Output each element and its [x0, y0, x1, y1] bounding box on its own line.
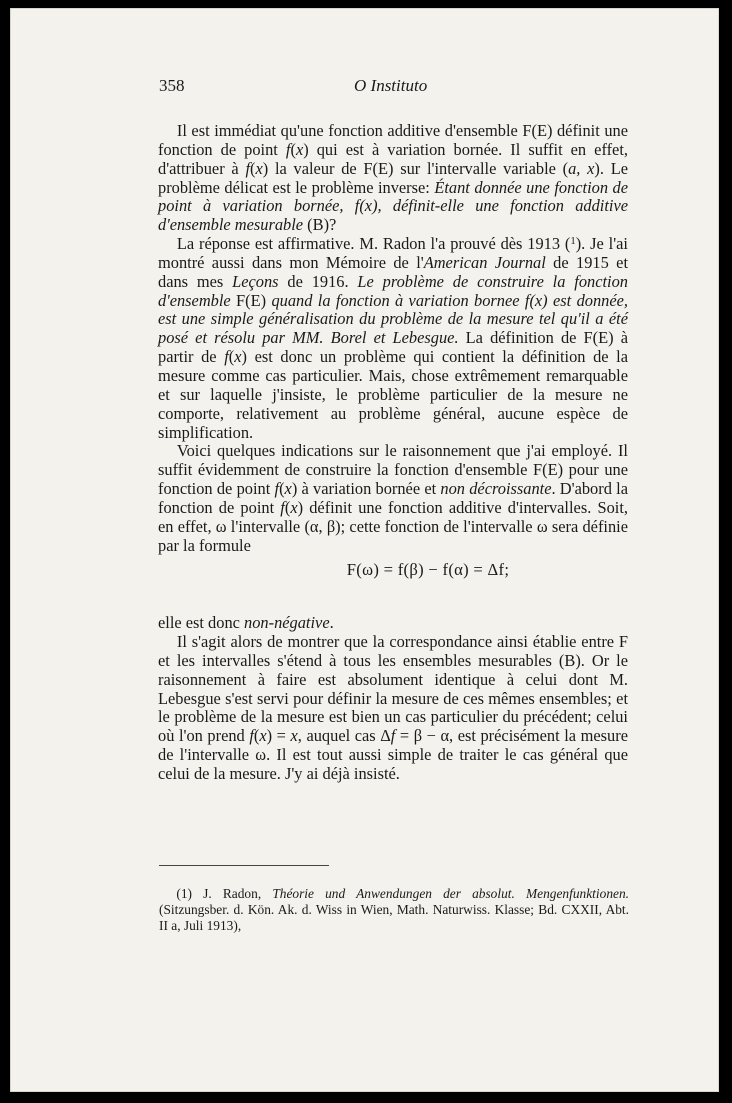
footnote-text: (1) J. Radon, Théorie und Anwendungen der absolut. Mengenfunktionen. (Sitzungsber. d. Kön. Ak. d. Wiss in Wien, Math. Naturwiss. Klasse; Bd. CXXII, Abt. II a, Juli 1913),	[159, 886, 630, 934]
footnote	[159, 886, 629, 935]
book-page	[10, 8, 719, 1092]
body-text	[158, 122, 628, 784]
page-number: 358	[159, 76, 185, 95]
running-title: O Instituto	[354, 76, 428, 95]
paragraph: La réponse est affirmative. M. Radon l'a prouvé dès 1913 ($^1$). Je l'ai montré aussi dans mon Mémoire de l'American Journal de 1915 et dans mes Leçons de 1916. Le problème de construire la fonction d'ensemble F(E) quand la fonction à variation bornee f(x) est donnée, est une simple généralisation du problème de la mesure tel qu'il a été posé et résolu par MM. Borel et Lebesgue. La définition de F(E) à partir de f(x) est donc un problème qui contient la définition de la mesure comme cas particulier. Mais, chose extrêmement remarquable et sur laquelle j'insiste, le problème particulier de la mesure ne comporte, relativement au problème général, aucune espèce de simplification.	[158, 234, 628, 442]
footnote-rule	[159, 865, 329, 866]
paragraph: Il est immédiat qu'une fonction additive d'ensemble F(E) définit une fonction de point f(x) qui est à variation bornée. Il suffit en effet, d'attribuer à f(x) la valeur de F(E) sur l'intervalle variable (a, x). Le problème délicat est le problème inverse: Étant donnée une fonction de point à variation bornée, f(x), définit-elle une fonction additive d'ensemble mesurable (B)?	[158, 121, 629, 235]
paragraph: Il s'agit alors de montrer que la correspondance ainsi établie entre F et les intervalles s'étend à tous les ensembles mesurables (B). Or le raisonnement à faire est absolument identique à celui dont M. Lebesgue s'est servi pour définir la mesure de ces mêmes ensembles; et le problème de la mesure est bien un cas particulier du précédent; celui où l'on prend f(x) = x, auquel cas Δf = β − α, est précisément la mesure de l'intervalle ω. Il est tout aussi simple de traiter le cas général que celui de la mesure. J'y ai déjà insisté.	[158, 632, 628, 783]
paragraph: Voici quelques indications sur le raisonnement que j'ai employé. Il suffit évidemment de construire la fonction d'ensemble F(E) pour une fonction de point f(x) à variation bornée et non décroissante. D'abord la fonction de point f(x) définit une fonction additive d'intervalles. Soit, en effet, ω l'intervalle (α, β); cette fonction de l'intervalle ω sera définie par la formule	[158, 441, 628, 555]
paragraph: elle est donc non-négative.	[158, 613, 334, 633]
formula: F(ω) = f(β) − f(α) = Δf;	[346, 560, 510, 580]
running-header	[159, 76, 629, 98]
